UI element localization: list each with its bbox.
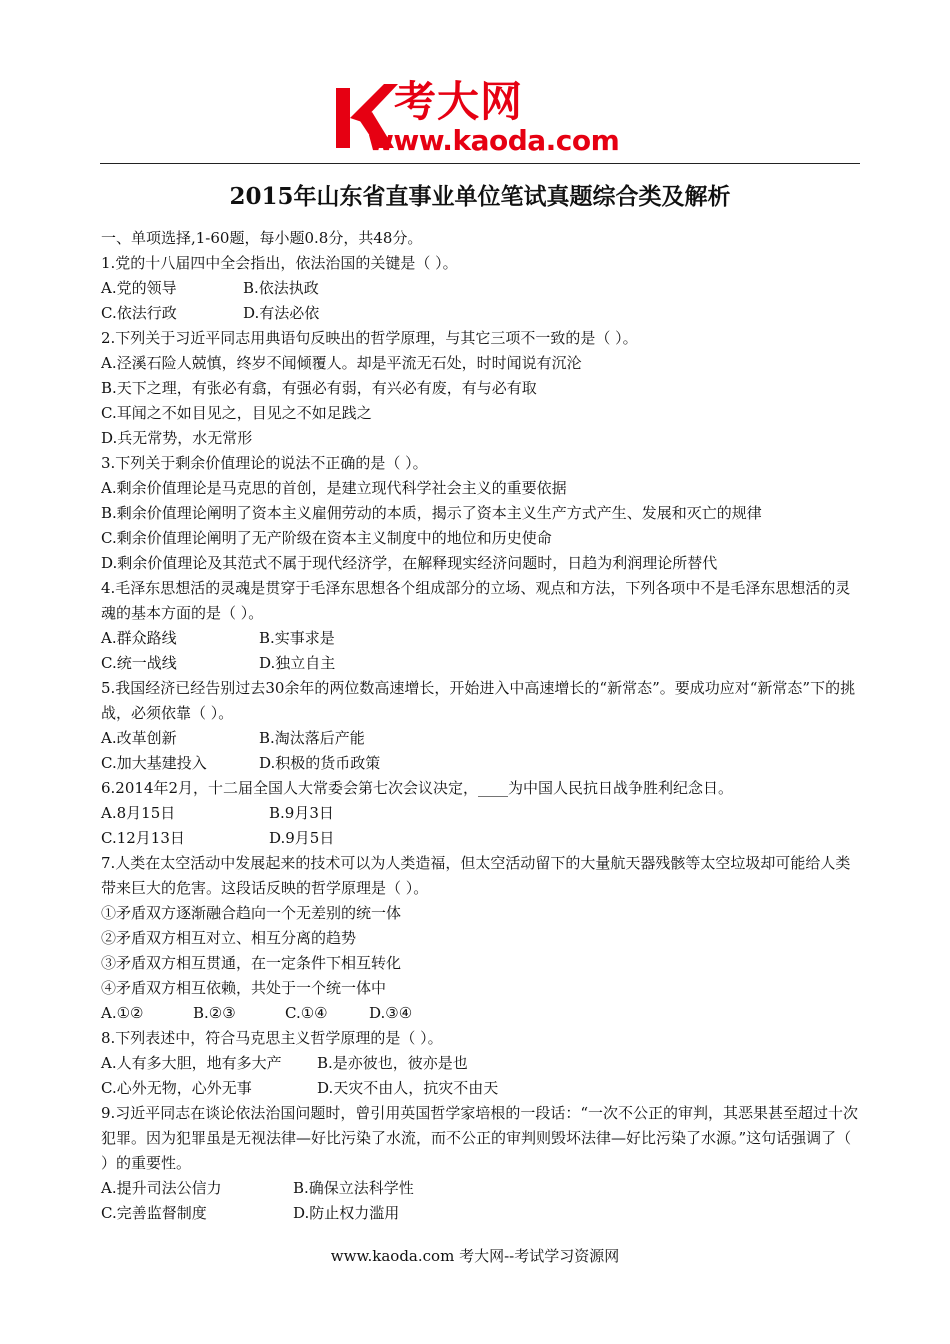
option-row: [101, 301, 863, 326]
option-row: [101, 276, 863, 301]
option: D.兵无常势，水无常形: [101, 429, 253, 447]
option: B.依法执政: [243, 279, 319, 297]
option: A.泾溪石险人兢慎，终岁不闻倾覆人。却是平流无石处，时时闻说有沉沦: [101, 354, 582, 372]
option: C.12月13日: [101, 829, 185, 847]
option: C.依法行政: [101, 304, 177, 322]
option: B.是亦彼也，彼亦是也: [317, 1054, 468, 1072]
option-row: [101, 1201, 863, 1226]
question-stem: 4.毛泽东思想活的灵魂是贯穿于毛泽东思想各个组成部分的立场、观点和方法，下列各项中不是毛泽东思想活的灵魂的基本方面的是（ ）。: [101, 579, 851, 622]
header-divider: [100, 163, 860, 164]
question-stem: 6.2014年2月，十二届全国人大常委会第七次会议决定，____为中国人民抗日战争胜利纪念日。: [101, 779, 734, 797]
option: B.实事求是: [259, 629, 335, 647]
question-stem: 5.我国经济已经告别过去30余年的两位数高速增长，开始进入中高速增长的“新常态”。要成功应对“新常态”下的挑战，必须依靠（ ）。: [101, 679, 856, 722]
option: B.淘汰落后产能: [259, 729, 365, 747]
option-row: [101, 1076, 863, 1101]
logo-brand-text: 考大网: [394, 77, 524, 126]
option: D.剩余价值理论及其范式不属于现代经济学，在解释现实经济问题时，日趋为利润理论所替代: [101, 554, 718, 572]
section-heading: 一、单项选择,1-60题，每小题0.8分，共48分。: [101, 229, 423, 247]
option: D.③④: [369, 1004, 413, 1022]
option: A.人有多大胆，地有多大产: [101, 1054, 282, 1072]
option-row: [101, 651, 863, 676]
option: D.防止权力滥用: [293, 1204, 400, 1222]
option: A.①②: [101, 1004, 144, 1022]
option-row: [101, 801, 863, 826]
document-body: [101, 226, 863, 1226]
option: B.天下之理，有张必有翕，有强必有弱，有兴必有废，有与必有取: [101, 379, 537, 397]
option: B.确保立法科学性: [293, 1179, 414, 1197]
statement: ②矛盾双方相互对立、相互分离的趋势: [101, 929, 357, 947]
kaoda-logo: [328, 77, 658, 160]
option-row: [101, 726, 863, 751]
option: C.耳闻之不如目见之，目见之不如足践之: [101, 404, 372, 422]
option: D.天灾不由人，抗灾不由天: [317, 1079, 499, 1097]
option: C.①④: [285, 1004, 328, 1022]
option-row: [101, 751, 863, 776]
option-row: [101, 1051, 863, 1076]
option: A.群众路线: [101, 629, 177, 647]
statement: ①矛盾双方逐渐融合趋向一个无差别的统一体: [101, 904, 402, 922]
option: A.剩余价值理论是马克思的首创，是建立现代科学社会主义的重要依据: [101, 479, 567, 497]
question-stem: 7.人类在太空活动中发展起来的技术可以为人类造福，但太空活动留下的大量航天器残骸等太空垃圾却可能给人类带来巨大的危害。这段话反映的哲学原理是（ ）。: [101, 854, 851, 897]
option: B.剩余价值理论阐明了资本主义雇佣劳动的本质，揭示了资本主义生产方式产生、发展和灭亡的规律: [101, 504, 762, 522]
option: D.积极的货币政策: [259, 754, 381, 772]
option: B.9月3日: [269, 804, 334, 822]
statement: ③矛盾双方相互贯通，在一定条件下相互转化: [101, 954, 402, 972]
option-row: [101, 826, 863, 851]
page-title: 2015年山东省直事业单位笔试真题综合类及解析: [229, 183, 731, 210]
page-footer: www.kaoda.com 考大网--考试学习资源网: [330, 1247, 620, 1265]
option: D.9月5日: [269, 829, 335, 847]
question-stem: 2.下列关于习近平同志用典语句反映出的哲学原理，与其它三项不一致的是（ ）。: [101, 329, 638, 347]
option-row: [101, 1176, 863, 1201]
option: C.心外无物，心外无事: [101, 1079, 252, 1097]
statement: ④矛盾双方相互依赖，共处于一个统一体中: [101, 979, 387, 997]
option: C.统一战线: [101, 654, 177, 672]
option: A.改革创新: [101, 729, 177, 747]
option-row: [101, 1001, 863, 1026]
option: C.加大基建投入: [101, 754, 207, 772]
question-stem: 1.党的十八届四中全会指出，依法治国的关键是（ ）。: [101, 254, 458, 272]
option: C.完善监督制度: [101, 1204, 207, 1222]
option: B.②③: [193, 1004, 236, 1022]
question-stem: 9.习近平同志在谈论依法治国问题时，曾引用英国哲学家培根的一段话：“一次不公正的审判，其恶果甚至超过十次犯罪。因为犯罪虽是无视法律—好比污染了水流，而不公正的审判则毁坏法律—好比污染了水源。”这句话强调了（ ）的重要性。: [101, 1104, 858, 1172]
question-stem: 3.下列关于剩余价值理论的说法不正确的是（ ）。: [101, 454, 428, 472]
option: A.8月15日: [101, 804, 176, 822]
option: A.提升司法公信力: [101, 1179, 222, 1197]
option: C.剩余价值理论阐明了无产阶级在资本主义制度中的地位和历史使命: [101, 529, 552, 547]
option: D.有法必依: [243, 304, 320, 322]
logo-url-text: www.kaoda.com: [368, 124, 620, 157]
question-stem: 8.下列表述中，符合马克思主义哲学原理的是（ ）。: [101, 1029, 443, 1047]
option: A.党的领导: [101, 279, 177, 297]
option: D.独立自主: [259, 654, 336, 672]
option-row: [101, 626, 863, 651]
